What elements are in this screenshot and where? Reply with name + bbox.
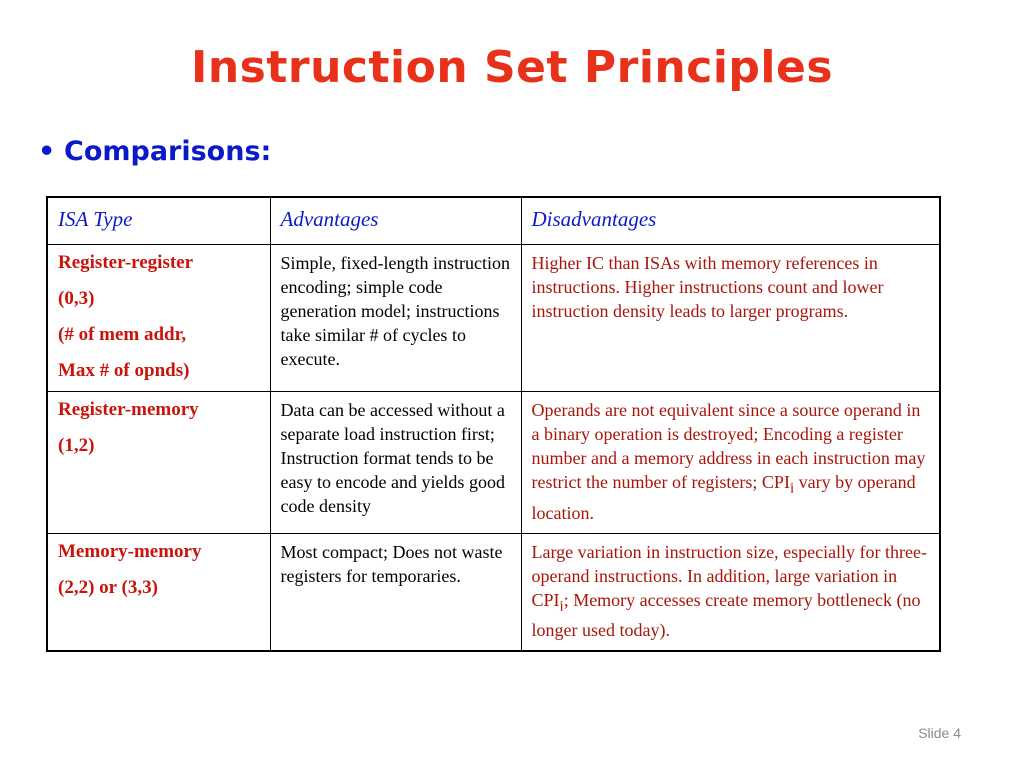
isa-type-cell [47, 392, 270, 534]
header-disadvantages: Disadvantages [521, 197, 940, 245]
comparison-table [46, 196, 941, 652]
table-header-row [47, 197, 940, 245]
header-advantages: Advantages [270, 197, 521, 245]
bullet-comparisons [38, 134, 271, 170]
disadvantages-cell [521, 392, 940, 534]
isa-type-name: Register-register [58, 252, 194, 273]
isa-type-operands: (2,2) or (3,3) [58, 576, 158, 598]
disadvantages-text-end: vary by operand location. [531, 472, 916, 523]
cpi-subscript: i [789, 480, 795, 497]
disadvantages-text: Operands are not equivalent since a source operand in a binary operation is destroyed; Encoding a register number and a memory address in each instruction may restrict the number of registers; CPI [531, 400, 926, 492]
disadvantages-text: Large variation in instruction size, especially for three-operand instructions. In addition, large variation in CPI [531, 541, 928, 610]
disadvantages-cell: Higher IC than ISAs with memory references in instructions. Higher instructions count and lower instruction density leads to larger programs. [521, 245, 940, 392]
cpi-subscript: i [559, 598, 564, 615]
header-isa-type: ISA Type [47, 197, 270, 245]
isa-type-operands: (1,2) [58, 435, 95, 456]
table-row-memory-memory [47, 533, 940, 651]
bullet-text: Comparisons: [64, 136, 272, 167]
advantages-cell: Simple, fixed-length instruction encoding; simple code generation model; instructions take similar # of cycles to execute. [270, 245, 521, 392]
bullet-dot-icon: • [38, 136, 56, 167]
slide-title: Instruction Set Principles [190, 42, 834, 93]
isa-type-note: (# of mem addr, [58, 324, 187, 345]
advantages-cell: Data can be accessed without a separate load instruction first; Instruction format tends to be easy to encode and yields good code density [270, 392, 521, 534]
isa-type-note: Max # of opnds) [58, 360, 190, 381]
isa-type-name: Memory-memory [58, 540, 202, 562]
isa-type-operands: (0,3) [58, 288, 95, 309]
disadvantages-text-end: ; Memory accesses create memory bottleneck (no longer used today). [531, 589, 921, 641]
isa-type-name: Register-memory [58, 399, 199, 420]
disadvantages-cell [521, 533, 940, 651]
advantages-cell: Most compact; Does not waste registers for temporaries. [270, 533, 521, 651]
slide-number: Slide 4 [918, 725, 961, 741]
table-row-register-memory [47, 392, 940, 534]
table-row-register-register [47, 245, 940, 392]
isa-type-cell [47, 245, 270, 392]
isa-type-cell [47, 533, 270, 651]
